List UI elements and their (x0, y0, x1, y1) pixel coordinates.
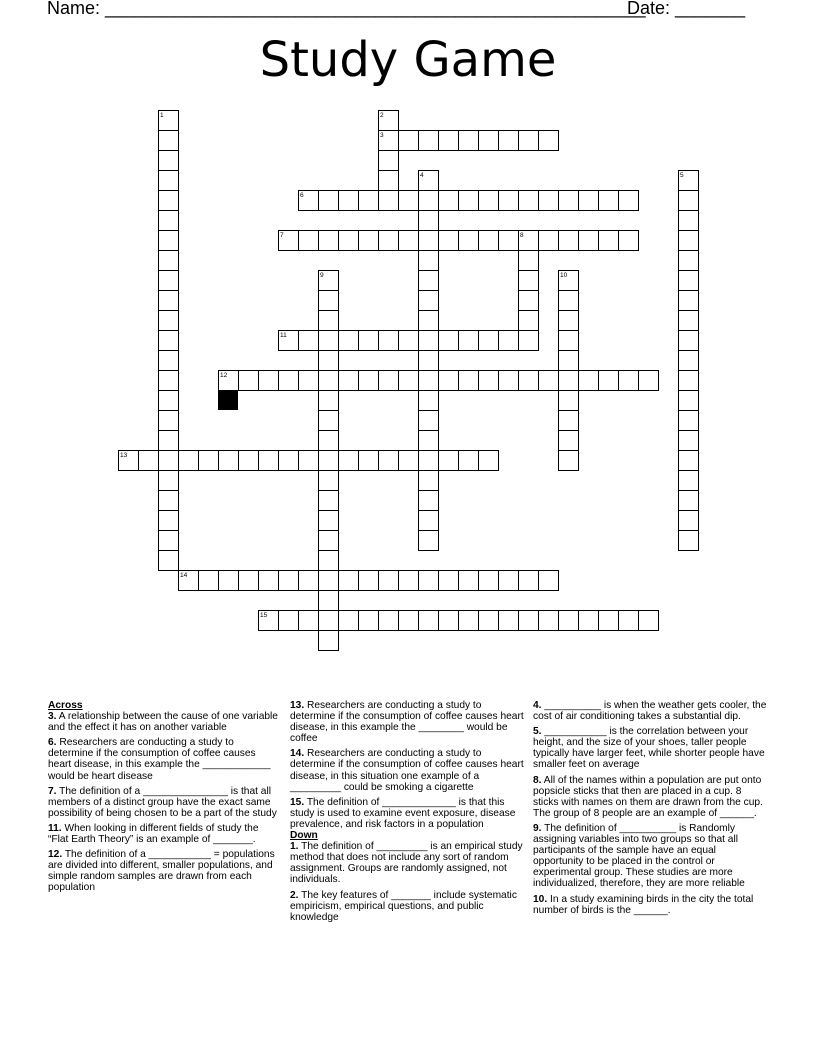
grid-cell[interactable] (159, 391, 179, 411)
grid-cell[interactable] (159, 531, 179, 551)
grid-cell[interactable] (279, 451, 299, 471)
grid-cell[interactable] (679, 251, 699, 271)
grid-cell[interactable] (199, 571, 219, 591)
grid-cell[interactable] (539, 371, 559, 391)
grid-cell[interactable] (459, 191, 479, 211)
grid-cell[interactable] (679, 351, 699, 371)
grid-cell[interactable] (379, 331, 399, 351)
grid-cell[interactable] (159, 351, 179, 371)
grid-cell[interactable] (339, 611, 359, 631)
grid-cell[interactable] (339, 371, 359, 391)
grid-cell[interactable] (319, 571, 339, 591)
grid-cell[interactable] (279, 371, 299, 391)
grid-cell[interactable] (539, 131, 559, 151)
grid-cell[interactable] (359, 331, 379, 351)
grid-cell[interactable] (399, 571, 419, 591)
grid-cell[interactable] (319, 491, 339, 511)
grid-cell[interactable] (399, 371, 419, 391)
grid-cell[interactable] (439, 131, 459, 151)
grid-cell[interactable] (599, 191, 619, 211)
grid-cell[interactable] (479, 451, 499, 471)
clue-down-5: 5. ___________ is the correlation between your height, and the size of your shoes, taller people typically have larger feet, while shorter people have smaller feet on average (533, 726, 765, 771)
grid-cell[interactable] (419, 131, 439, 151)
grid-cell[interactable] (259, 451, 279, 471)
clue-number-6: 6 (300, 192, 304, 199)
grid-cell[interactable] (159, 231, 179, 251)
grid-cell[interactable] (459, 451, 479, 471)
grid-cell[interactable] (399, 451, 419, 471)
grid-cell[interactable] (299, 331, 319, 351)
grid-cell[interactable] (439, 191, 459, 211)
grid-cell[interactable] (379, 191, 399, 211)
down-heading: Down (290, 830, 318, 842)
grid-cell[interactable] (359, 571, 379, 591)
grid-cell[interactable] (159, 191, 179, 211)
grid-cell[interactable] (559, 391, 579, 411)
clue-number-3: 3 (380, 132, 384, 139)
grid-cell[interactable] (419, 611, 439, 631)
grid-cell[interactable] (319, 411, 339, 431)
grid-cell[interactable] (439, 371, 459, 391)
grid-cell[interactable] (159, 291, 179, 311)
clue-across-13: 13. Researchers are conducting a study to determine if the consumption of coffee causes heart disease, in this example the ________ would be coffee (290, 700, 524, 745)
grid-cell[interactable] (419, 271, 439, 291)
grid-cell[interactable] (299, 451, 319, 471)
grid-cell[interactable] (419, 251, 439, 271)
grid-cell[interactable] (159, 151, 179, 171)
clue-number-7: 7 (280, 232, 284, 239)
clue-number-8: 8 (520, 232, 524, 239)
grid-cell[interactable] (419, 371, 439, 391)
date-field[interactable]: Date: _______ (627, 0, 746, 18)
grid-cell[interactable] (479, 191, 499, 211)
grid-cell[interactable] (399, 191, 419, 211)
grid-cell[interactable] (619, 231, 639, 251)
grid-cell[interactable] (679, 271, 699, 291)
grid-cell[interactable] (319, 511, 339, 531)
grid-cell[interactable] (359, 611, 379, 631)
grid-cell[interactable] (539, 231, 559, 251)
grid-cell[interactable] (419, 411, 439, 431)
grid-cell[interactable] (179, 451, 199, 471)
grid-cell[interactable] (319, 431, 339, 451)
grid-cell[interactable] (679, 531, 699, 551)
grid-cell[interactable] (379, 231, 399, 251)
grid-cell[interactable] (139, 451, 159, 471)
grid-cell[interactable] (559, 291, 579, 311)
grid-cell[interactable] (279, 571, 299, 591)
clue-across-3: 3. A relationship between the cause of one variable and the effect it has on another variable (48, 711, 278, 734)
grid-cell[interactable] (419, 211, 439, 231)
grid-cell[interactable] (459, 371, 479, 391)
grid-cell[interactable] (319, 471, 339, 491)
grid-cell[interactable] (339, 231, 359, 251)
grid-cell[interactable] (559, 231, 579, 251)
grid-cell[interactable] (259, 371, 279, 391)
grid-cell[interactable] (159, 211, 179, 231)
grid-cell[interactable] (679, 291, 699, 311)
grid-cell[interactable] (459, 611, 479, 631)
grid-cell[interactable] (559, 311, 579, 331)
grid-cell[interactable] (419, 491, 439, 511)
grid-cell[interactable] (679, 311, 699, 331)
grid-cell[interactable] (379, 611, 399, 631)
grid-cell[interactable] (519, 331, 539, 351)
grid-cell[interactable] (419, 311, 439, 331)
grid-cell[interactable] (419, 191, 439, 211)
clues-column-1 (48, 700, 280, 898)
grid-cell[interactable] (379, 171, 399, 191)
clue-number-1: 1 (160, 112, 164, 119)
clue-number-2: 2 (380, 112, 384, 119)
grid-cell[interactable] (159, 451, 179, 471)
grid-cell[interactable] (519, 131, 539, 151)
grid-cell[interactable] (479, 611, 499, 631)
clues-column-2 (290, 700, 526, 927)
grid-cell[interactable] (459, 571, 479, 591)
grid-cell[interactable] (159, 511, 179, 531)
grid-cell[interactable] (319, 551, 339, 571)
grid-cell[interactable] (479, 571, 499, 591)
grid-cell[interactable] (419, 571, 439, 591)
grid-cell[interactable] (319, 331, 339, 351)
grid-cell[interactable] (399, 131, 419, 151)
grid-cell[interactable] (159, 431, 179, 451)
grid-cell[interactable] (579, 611, 599, 631)
grid-cell[interactable] (519, 291, 539, 311)
grid-cell[interactable] (679, 451, 699, 471)
grid-cell[interactable] (579, 231, 599, 251)
grid-cell[interactable] (459, 231, 479, 251)
grid-cell[interactable] (499, 131, 519, 151)
grid-cell[interactable] (159, 331, 179, 351)
grid-cell[interactable] (539, 611, 559, 631)
grid-cell[interactable] (359, 231, 379, 251)
grid-cell[interactable] (359, 191, 379, 211)
clue-down-10: 10. In a study examining birds in the city the total number of birds is the ______. (533, 893, 754, 916)
grid-cell[interactable] (159, 491, 179, 511)
grid-cell[interactable] (519, 191, 539, 211)
grid-cell[interactable] (319, 351, 339, 371)
grid-cell[interactable] (519, 571, 539, 591)
grid-cell[interactable] (679, 371, 699, 391)
grid-cell[interactable] (399, 611, 419, 631)
grid-cell[interactable] (319, 631, 339, 651)
grid-cell[interactable] (339, 331, 359, 351)
grid-cell[interactable] (239, 451, 259, 471)
grid-cell[interactable] (619, 191, 639, 211)
grid-cell[interactable] (319, 371, 339, 391)
grid-cell[interactable] (559, 351, 579, 371)
clue-number-14: 14 (180, 572, 188, 579)
grid-cell[interactable] (159, 311, 179, 331)
clue-number-10: 10 (560, 272, 568, 279)
grid-cell[interactable] (419, 511, 439, 531)
grid-cell[interactable] (459, 331, 479, 351)
grid-cell[interactable] (319, 311, 339, 331)
grid-cell[interactable] (159, 551, 179, 571)
clues-column-3 (533, 700, 769, 920)
grid-cell[interactable] (559, 371, 579, 391)
clue-number-13: 13 (120, 452, 128, 459)
page-title: Study Game (259, 32, 557, 88)
clue-number-15: 15 (260, 612, 268, 619)
grid-cell[interactable] (399, 331, 419, 351)
grid-cell[interactable] (319, 291, 339, 311)
grid-cell[interactable] (319, 391, 339, 411)
grid-cell[interactable] (439, 331, 459, 351)
grid-cell[interactable] (679, 471, 699, 491)
grid-cell[interactable] (419, 471, 439, 491)
grid-cell[interactable] (679, 511, 699, 531)
grid-cell[interactable] (559, 331, 579, 351)
grid-cell[interactable] (599, 231, 619, 251)
clue-across-14: 14. Researchers are conducting a study to determine if the consumption of coffee causes heart disease, in this situation one example of a _________ could be smoking a cigarette (290, 748, 524, 793)
grid-cell[interactable] (439, 571, 459, 591)
clue-down-1: 1. The definition of _________ is an empirical study method that does not include any sort of random assignment. Groups are randomly assigned, not individuals. (290, 841, 523, 886)
grid-cell[interactable] (199, 451, 219, 471)
grid-cell[interactable] (579, 371, 599, 391)
grid-cell[interactable] (159, 471, 179, 491)
grid-cell[interactable] (519, 271, 539, 291)
grid-cell[interactable] (299, 571, 319, 591)
grid-cell[interactable] (159, 271, 179, 291)
grid-cell[interactable] (379, 451, 399, 471)
grid-cell[interactable] (299, 371, 319, 391)
grid-cell[interactable] (679, 411, 699, 431)
grid-cell[interactable] (319, 531, 339, 551)
across-heading: Across (48, 700, 83, 711)
grid-cell[interactable] (319, 231, 339, 251)
grid-cell[interactable] (679, 211, 699, 231)
grid-cell[interactable] (319, 591, 339, 611)
grid-cell[interactable] (319, 451, 339, 471)
grid-cell[interactable] (319, 611, 339, 631)
grid-cell[interactable] (559, 611, 579, 631)
grid-cell[interactable] (419, 291, 439, 311)
grid-cell[interactable] (399, 231, 419, 251)
grid-cell[interactable] (419, 451, 439, 471)
grid-cell[interactable] (499, 571, 519, 591)
grid-cell[interactable] (499, 331, 519, 351)
grid-cell[interactable] (419, 231, 439, 251)
grid-cell[interactable] (499, 191, 519, 211)
grid-cell[interactable] (299, 231, 319, 251)
grid-cell[interactable] (679, 191, 699, 211)
grid-cell[interactable] (599, 611, 619, 631)
grid-cell[interactable] (519, 251, 539, 271)
clue-down-8: 8. All of the names within a population are put onto popsicle sticks that then are placed in a cup. 8 sticks with names on them are drawn from the cup. The group of 8 people are an example of ______. (533, 774, 763, 819)
grid-cell[interactable] (379, 371, 399, 391)
grid-cell[interactable] (419, 431, 439, 451)
grid-cell[interactable] (439, 231, 459, 251)
grid-cell[interactable] (679, 391, 699, 411)
grid-cell[interactable] (479, 231, 499, 251)
grid-cell[interactable] (419, 531, 439, 551)
clue-down-9: 9. The definition of __________ is Randomly assigning variables into two groups so that all participants of the sample have an equal opportunity to be placed in the control or experimental group. These studies are more individualized, therefore, they are more reliable (533, 822, 745, 890)
grid-cell[interactable] (519, 311, 539, 331)
name-field[interactable]: Name: ______________________________________________________ (47, 0, 646, 18)
grid-cell[interactable] (519, 611, 539, 631)
grid-cell[interactable] (579, 191, 599, 211)
grid-cell[interactable] (639, 371, 659, 391)
grid-cell[interactable] (539, 571, 559, 591)
grid-cell[interactable] (619, 371, 639, 391)
grid-cell[interactable] (439, 451, 459, 471)
grid-cell[interactable] (419, 351, 439, 371)
grid-cell[interactable] (479, 131, 499, 151)
grid-cell[interactable] (499, 611, 519, 631)
clue-across-7: 7. The definition of a _______________ is that all members of a distinct group have the exact same possibility of being chosen to be a part of the study (48, 785, 277, 819)
grid-cell[interactable] (419, 391, 439, 411)
grid-cell[interactable] (259, 571, 279, 591)
grid-cell[interactable] (519, 371, 539, 391)
grid-cell[interactable] (159, 251, 179, 271)
grid-cell[interactable] (159, 171, 179, 191)
grid-cell[interactable] (499, 231, 519, 251)
clue-number-5: 5 (680, 172, 684, 179)
grid-cell[interactable] (239, 371, 259, 391)
clue-number-12: 12 (220, 372, 228, 379)
grid-cell[interactable] (679, 331, 699, 351)
grid-cell[interactable] (479, 331, 499, 351)
clue-across-15: 15. The definition of _____________ is that this study is used to examine event exposure, disease prevalence, and risk factors in a population (290, 796, 516, 830)
grid-cell[interactable] (319, 191, 339, 211)
grid-cell[interactable] (679, 491, 699, 511)
clue-number-9: 9 (320, 272, 324, 279)
grid-cell[interactable] (479, 371, 499, 391)
grid-cell[interactable] (279, 611, 299, 631)
clue-number-11: 11 (280, 332, 287, 339)
grid-cell[interactable] (459, 131, 479, 151)
clue-across-6: 6. Researchers are conducting a study to determine if the consumption of coffee causes heart disease, in this example the ____________ would be heart disease (48, 737, 271, 782)
grid-cell[interactable] (219, 571, 239, 591)
grid-cell[interactable] (379, 151, 399, 171)
grid-cell[interactable] (239, 571, 259, 591)
grid-cell[interactable] (159, 131, 179, 151)
grid-cell[interactable] (339, 191, 359, 211)
grid-cell[interactable] (559, 411, 579, 431)
grid-cell[interactable] (559, 191, 579, 211)
grid-cell[interactable] (299, 611, 319, 631)
clue-across-11: 11. When looking in different fields of study the “Flat Earth Theory” is an example of _______. (48, 822, 259, 846)
grid-cell[interactable] (539, 191, 559, 211)
grid-cell[interactable] (159, 411, 179, 431)
grid-cell[interactable] (219, 451, 239, 471)
grid-cell[interactable] (339, 451, 359, 471)
black-cell (218, 390, 238, 410)
grid-cell[interactable] (619, 611, 639, 631)
grid-cell[interactable] (359, 371, 379, 391)
grid-cell[interactable] (559, 431, 579, 451)
grid-cell[interactable] (439, 611, 459, 631)
clue-number-4: 4 (420, 172, 424, 179)
grid-cell[interactable] (159, 371, 179, 391)
grid-cell[interactable] (679, 231, 699, 251)
grid-cell[interactable] (559, 451, 579, 471)
grid-cell[interactable] (339, 571, 359, 591)
grid-cell[interactable] (499, 371, 519, 391)
clue-down-2: 2. The key features of _______ include systematic empiricism, empirical questions, and public knowledge (290, 889, 517, 923)
grid-cell[interactable] (679, 431, 699, 451)
clue-down-4: 4. __________ is when the weather gets cooler, the cost of air conditioning takes a substantial dip. (533, 700, 767, 723)
grid-cell[interactable] (359, 451, 379, 471)
grid-cell[interactable] (379, 571, 399, 591)
grid-cell[interactable] (599, 371, 619, 391)
clue-across-12: 12. The definition of a ___________ = populations are divided into different, smaller populations, and simple random samples are drawn from each population (48, 849, 275, 894)
grid-cell[interactable] (419, 331, 439, 351)
grid-cell[interactable] (639, 611, 659, 631)
